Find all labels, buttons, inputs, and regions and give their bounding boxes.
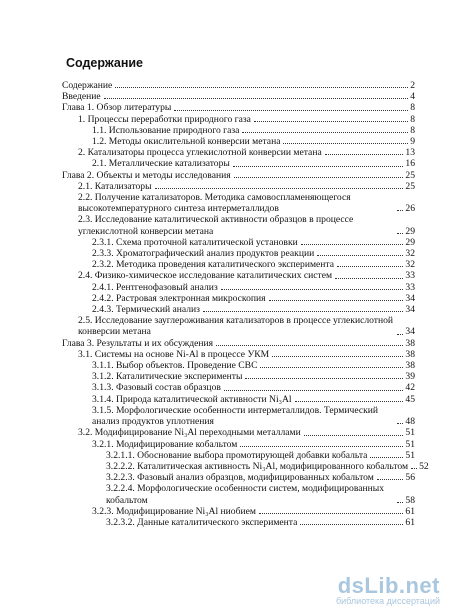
- toc-entry-page: 51: [405, 449, 415, 461]
- toc-entry-page: 51: [405, 438, 415, 450]
- toc-leader-dots: [397, 233, 403, 234]
- toc-entry[interactable]: [62, 472, 415, 483]
- toc-entry-page: 61: [405, 516, 415, 528]
- toc-entry-page: 33: [405, 270, 415, 282]
- toc-entry-title: 2.5. Исследование зауглероживания катализаторов в процессе углекислотной конверсии метана: [78, 315, 394, 338]
- toc-leader-dots: [325, 154, 404, 155]
- toc-entry-title: 3.2.3. Модифицирование Ni₃Al ниобием: [92, 505, 256, 517]
- toc-entry-page: 25: [405, 169, 415, 181]
- toc-entry-page: 38: [405, 337, 415, 349]
- toc-entry-page: 16: [405, 158, 415, 170]
- toc-entry-title: 1.2. Методы окислительной конверсии метана: [92, 136, 281, 148]
- toc-entry-title: 1. Процессы переработки природного газа: [78, 113, 251, 125]
- watermark-logo-text: dsLib.net: [337, 573, 440, 598]
- toc-entry[interactable]: [62, 181, 415, 192]
- toc-entry-page: 8: [410, 113, 415, 125]
- toc-entry-title: 2.2. Получение катализаторов. Методика самовоспламеняющегося высокотемпературного синтеза интерметаллидов: [78, 192, 351, 215]
- toc-entry-page: 34: [405, 292, 415, 304]
- toc-entry[interactable]: [62, 170, 415, 181]
- toc-leader-dots: [221, 289, 404, 290]
- toc-entry-page: 33: [405, 281, 415, 293]
- toc-leader-dots: [377, 479, 404, 480]
- toc-entry[interactable]: [62, 158, 415, 169]
- toc-entry-title: 3.2.2.2. Каталитическая активность Ni₃Al, модифицированного кобальтом: [106, 460, 409, 472]
- toc-entry-title: 1.1. Использование природного газа: [92, 124, 240, 136]
- toc-leader-dots: [304, 435, 404, 436]
- toc-entry-page: 8: [410, 102, 415, 114]
- toc-entry-page: 4: [410, 91, 415, 103]
- toc-entry[interactable]: [62, 214, 415, 236]
- toc-entry-title: 3.2.3.2. Данные каталитического эксперимента: [106, 516, 298, 528]
- toc-entry-title: 3.2.2.4. Морфологические особенности систем, модифицированных кобальтом: [106, 483, 384, 506]
- toc-entry[interactable]: [62, 136, 415, 147]
- toc-entry-page: 2: [410, 80, 415, 91]
- toc-entry-title: 2.3.2. Методика проведения каталитического эксперимента: [92, 259, 334, 271]
- toc-leader-dots: [335, 278, 403, 279]
- toc-leader-dots: [397, 334, 403, 335]
- toc-entry[interactable]: [62, 192, 415, 214]
- toc-entry-title: 2.4. Физико-химическое исследование каталитических систем: [78, 270, 333, 282]
- toc-leader-dots: [233, 166, 404, 167]
- toc-entry-page: 61: [405, 505, 415, 517]
- toc-entry-title: 3.1.5. Морфологические особенности интерметаллидов. Термический анализ продуктов уплотнения: [92, 404, 379, 428]
- toc-entry-title: 3.1.4. Природа каталитической активности Ni₃Al: [92, 393, 292, 405]
- toc-entry-title: 2.3. Исследование каталитической активности образцов в процессе углекислотной конверсии метана: [78, 214, 354, 237]
- toc-entry[interactable]: [62, 427, 415, 438]
- toc-entry-page: 34: [405, 304, 415, 316]
- toc-entry[interactable]: [62, 125, 415, 136]
- toc-leader-dots: [411, 468, 417, 469]
- toc-entry[interactable]: [62, 80, 415, 91]
- toc-entry-page: 38: [405, 348, 415, 360]
- toc-entry-title: 3.1. Системы на основе Ni-Al в процессе УКМ: [78, 348, 270, 360]
- toc-leader-dots: [370, 457, 403, 458]
- toc-leader-dots: [254, 121, 408, 122]
- toc-leader-dots: [317, 255, 403, 256]
- toc-leader-dots: [245, 378, 403, 379]
- toc-leader-dots: [104, 98, 409, 99]
- toc-entry-page: 13: [405, 147, 415, 159]
- toc-entry-page: 9: [410, 136, 415, 148]
- toc-entry-title: Содержание: [62, 80, 113, 91]
- toc-entry[interactable]: [62, 439, 415, 450]
- toc-leader-dots: [283, 143, 408, 144]
- toc-leader-dots: [224, 390, 404, 391]
- toc-entry[interactable]: [62, 517, 415, 528]
- toc-entry-title: 3.1.3. Фазовый состав образцов: [92, 382, 221, 394]
- toc-entry[interactable]: [62, 282, 415, 293]
- toc-entry-title: Глава 3. Результаты и их обсуждения: [62, 337, 214, 349]
- toc-entry-page: 58: [405, 494, 415, 506]
- toc-entry-title: 3.2.2.3. Фазовый анализ образцов, модифицированных кобальтом: [106, 472, 374, 484]
- toc-entry[interactable]: [62, 315, 415, 337]
- toc-leader-dots: [115, 87, 408, 88]
- toc-leader-dots: [272, 356, 403, 357]
- toc-entry-page: 38: [405, 360, 415, 372]
- toc-entry-title: Глава 1. Обзор литературы: [62, 102, 172, 114]
- toc-leader-dots: [260, 367, 403, 368]
- page-title: Содержание: [66, 56, 144, 70]
- toc-entry[interactable]: [62, 248, 415, 259]
- toc-entry-page: 8: [410, 124, 415, 136]
- toc-entry-page: 39: [405, 371, 415, 383]
- toc-entry[interactable]: [62, 114, 415, 125]
- toc-leader-dots: [397, 502, 403, 503]
- toc-leader-dots: [234, 177, 404, 178]
- toc-entry[interactable]: [62, 102, 415, 113]
- table-of-contents: [62, 80, 429, 528]
- toc-leader-dots: [174, 110, 408, 111]
- toc-leader-dots: [155, 188, 404, 189]
- toc-leader-dots: [301, 244, 404, 245]
- toc-entry-page: 26: [405, 203, 415, 215]
- toc-entry-page: 29: [405, 225, 415, 237]
- toc-entry-title: Введение: [62, 91, 101, 103]
- toc-entry[interactable]: [62, 483, 415, 505]
- toc-entry-title: 3.2.1. Модифицирование кобальтом: [92, 438, 238, 450]
- toc-leader-dots: [337, 266, 403, 267]
- toc-entry-page: 29: [405, 236, 415, 248]
- toc-leader-dots: [300, 524, 403, 525]
- toc-entry[interactable]: [62, 259, 415, 270]
- toc-entry-title: 2.1. Металлические катализаторы: [92, 158, 230, 170]
- toc-leader-dots: [269, 300, 404, 301]
- toc-entry-title: Глава 2. Объекты и методы исследования: [62, 169, 231, 181]
- toc-entry-title: 2.4.2. Растровая электронная микроскопия: [92, 292, 266, 304]
- toc-entry-page: 42: [405, 382, 415, 394]
- toc-entry[interactable]: [62, 394, 415, 405]
- watermark: [320, 573, 440, 606]
- toc-entry-page: 51: [405, 427, 415, 439]
- toc-entry-page: 25: [405, 180, 415, 192]
- toc-entry[interactable]: [62, 293, 415, 304]
- toc-leader-dots: [242, 132, 408, 133]
- toc-leader-dots: [397, 423, 403, 424]
- toc-entry[interactable]: [62, 270, 415, 281]
- toc-entry-page: 34: [405, 326, 415, 338]
- toc-leader-dots: [216, 345, 403, 346]
- toc-entry-title: 2.4.3. Термический анализ: [92, 304, 200, 316]
- toc-entry[interactable]: [62, 349, 415, 360]
- toc-entry[interactable]: [62, 450, 415, 461]
- toc-entry[interactable]: [62, 338, 415, 349]
- toc-entry[interactable]: [62, 371, 415, 382]
- watermark-tagline: библиотека диссертаций: [335, 596, 440, 606]
- toc-entry-title: 2.4.1. Рентгенофазовый анализ: [92, 281, 218, 293]
- toc-entry-title: 2.1. Катализаторы: [78, 180, 152, 192]
- toc-leader-dots: [259, 513, 403, 514]
- toc-entry-page: 52: [419, 460, 429, 472]
- toc-entry-page: 32: [405, 259, 415, 271]
- toc-entry[interactable]: [62, 360, 415, 371]
- toc-entry-title: 2.3.1. Схема проточной каталитической установки: [92, 236, 298, 248]
- toc-entry[interactable]: [62, 304, 415, 315]
- toc-entry-page: 56: [405, 472, 415, 484]
- toc-entry[interactable]: [62, 506, 415, 517]
- toc-entry-page: 32: [405, 248, 415, 260]
- toc-entry-title: 2. Катализаторы процесса углекислотной конверсии метана: [78, 147, 322, 159]
- toc-entry-page: 45: [405, 393, 415, 405]
- toc-entry[interactable]: [62, 382, 415, 393]
- toc-leader-dots: [397, 210, 403, 211]
- toc-entry-title: 3.2.1.1. Обоснование выбора промотирующей добавки кобальта: [106, 449, 368, 461]
- toc-entry[interactable]: [62, 460, 429, 472]
- toc-entry-title: 3.2. Модифицирование Ni₃Al переходными металлами: [78, 427, 301, 439]
- toc-leader-dots: [240, 446, 403, 447]
- toc-entry[interactable]: [62, 91, 415, 102]
- toc-entry-title: 3.1.1. Выбор объектов. Проведение СВС: [92, 360, 258, 372]
- toc-entry-title: 2.3.3. Хроматографический анализ продуктов реакции: [92, 248, 315, 260]
- toc-leader-dots: [203, 311, 403, 312]
- toc-entry[interactable]: [62, 147, 415, 158]
- toc-entry[interactable]: [62, 405, 415, 427]
- toc-leader-dots: [295, 401, 404, 402]
- toc-entry[interactable]: [62, 237, 415, 248]
- toc-entry-page: 48: [405, 416, 415, 428]
- toc-entry-title: 3.1.2. Каталитические эксперименты: [92, 371, 243, 383]
